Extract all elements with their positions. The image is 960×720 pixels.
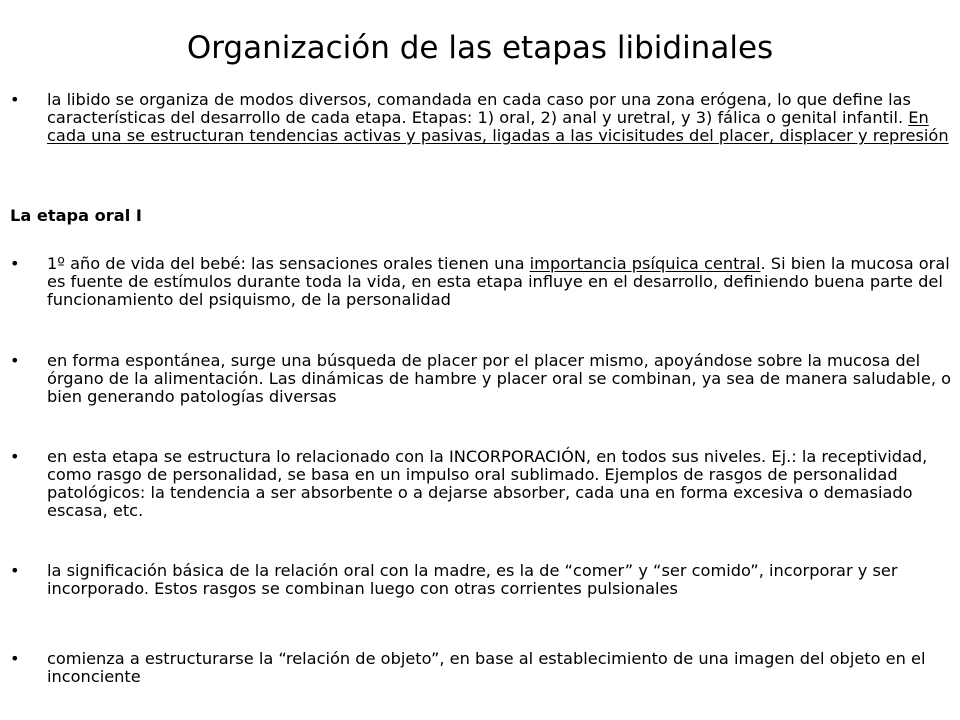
list-item-text [47,352,957,406]
section-heading: La etapa oral I [10,206,142,225]
bullet-marker: • [10,561,20,580]
bullet-marker: • [10,447,20,466]
list-item-plain-text-end: . Si bien la mucosa oral es fuente de estímulos durante toda la vida, en esta etapa influye en el desarrollo, definiendo buena parte del funcionamiento del psiquismo, de la personalidad [47,254,950,309]
bullet-marker: • [10,351,20,370]
intro-underlined-text: En cada una se estructuran tendencias activas y pasivas, ligadas a las vicisitudes del placer, displacer y represión [47,108,949,145]
list-item-plain-text: 1º año de vida del bebé: las sensaciones orales tienen una [47,254,530,273]
list-item-plain-text: comienza a estructurarse la “relación de objeto”, en base al establecimiento de una imagen del objeto en el inconciente [47,649,926,686]
list-item-text [47,650,957,686]
list-item-text [47,448,957,520]
list-item-plain-text: la significación básica de la relación oral con la madre, es la de “comer” y “ser comido”, incorporar y ser incorporado. Estos rasgos se combinan luego con otras corrientes pulsionales [47,561,898,598]
list-item-plain-text: en esta etapa se estructura lo relacionado con la INCORPORACIÓN, en todos sus niveles. Ej.: la receptividad, como rasgo de personalidad, se basa en un impulso oral sublimado. Ejemplos de rasgos de personalidad patológicos: la tendencia a ser absorbente o a dejarse absorber, cada una en forma excesiva o demasiado escasa, etc. [47,447,928,520]
bullet-marker: • [10,254,20,273]
list-item-text [47,562,957,598]
list-item-text [47,255,957,309]
list-item-plain-text: en forma espontánea, surge una búsqueda de placer por el placer mismo, apoyándose sobre la mucosa del órgano de la alimentación. Las dinámicas de hambre y placer oral se combinan, ya sea de manera saludable, o bien generando patologías diversas [47,351,952,406]
list-item-underlined-text: importancia psíquica central [529,254,761,273]
slide-title: Organización de las etapas libidinales [186,30,774,66]
bullet-marker: • [10,90,20,109]
intro-text [47,91,957,145]
intro-plain-text: la libido se organiza de modos diversos, comandada en cada caso por una zona erógena, lo que define las características del desarrollo de cada etapa. Etapas: 1) oral, 2) anal y uretral, y 3) fálica o genital infantil. [47,90,911,127]
bullet-marker: • [10,649,20,668]
